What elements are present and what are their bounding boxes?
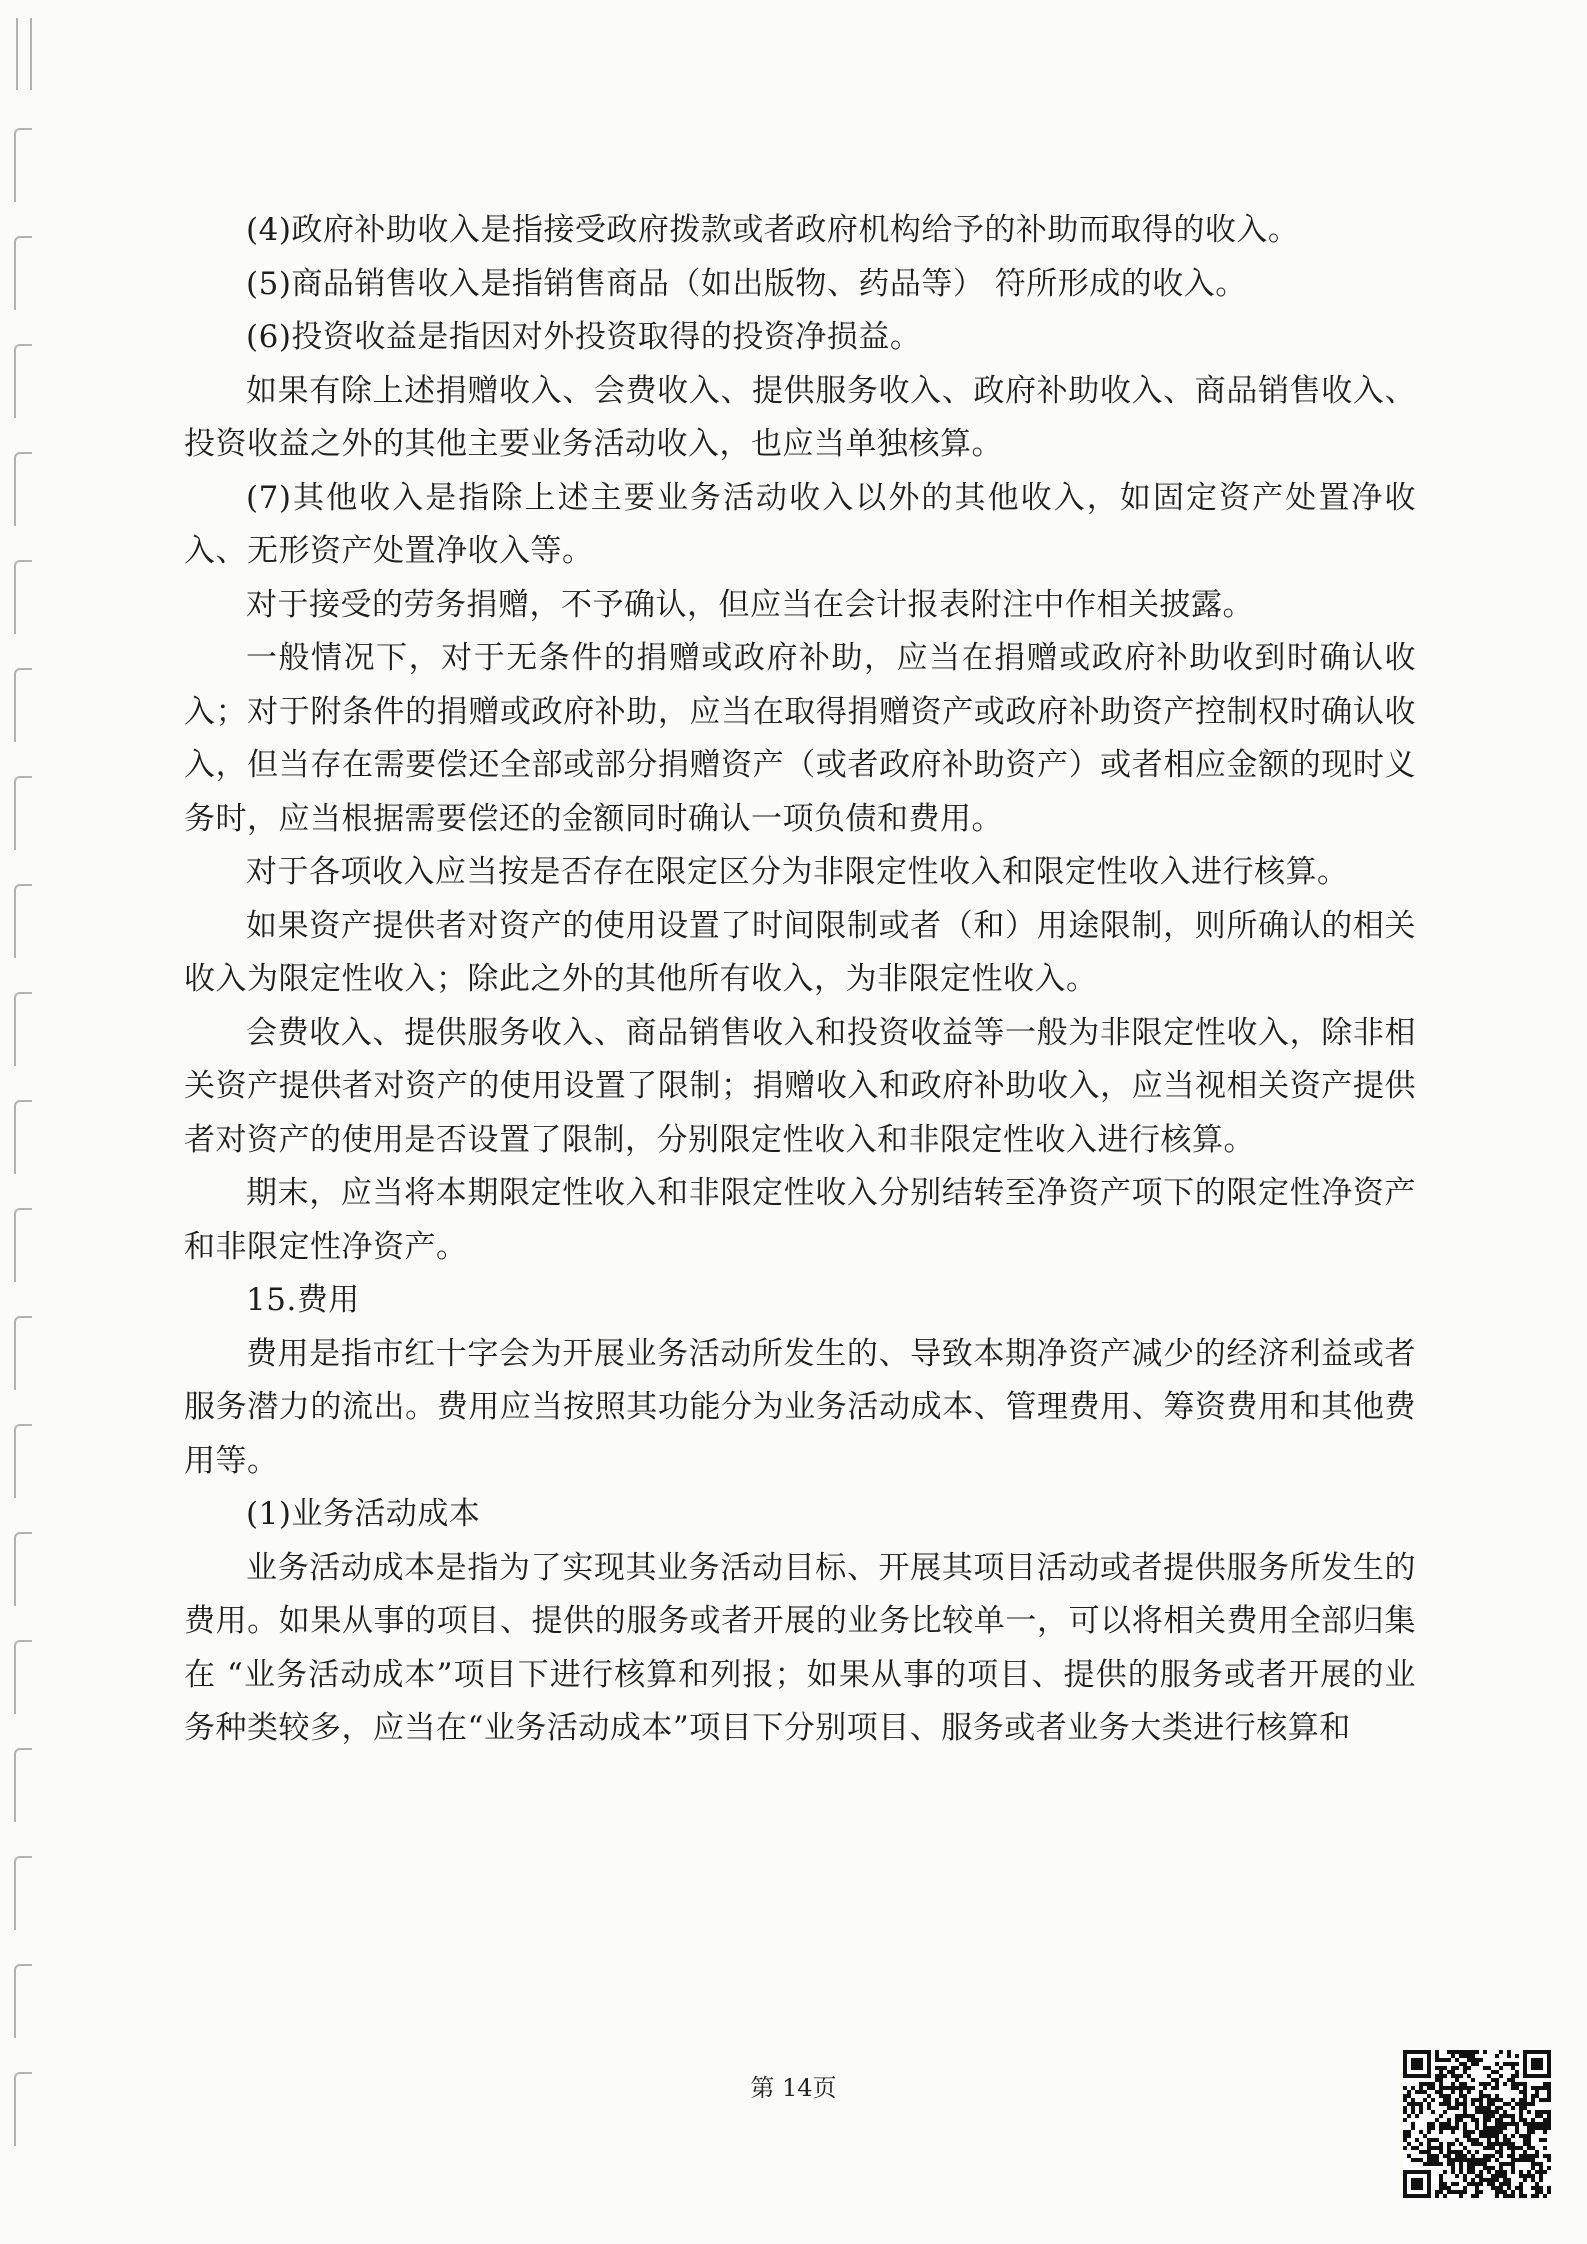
binding-mark: [14, 1208, 32, 1282]
binding-mark: [14, 344, 32, 418]
qr-code: [1403, 2050, 1551, 2198]
binding-mark: [14, 992, 32, 1066]
section-heading-expenses: 15.费用: [246, 1282, 360, 1318]
binding-holes: [0, 0, 60, 2244]
binding-mark: [14, 452, 32, 526]
binding-mark: [14, 1964, 32, 2038]
binding-mark: [14, 1748, 32, 1822]
binding-mark: [14, 1316, 32, 1390]
paragraph-other-income: (7)其他收入是指除上述主要业务活动收入以外的其他收入，如固定资产处置净收入、无形资产处置净收入等。: [184, 479, 1416, 569]
page-number: 第 14页: [750, 2074, 837, 2102]
paragraph-government-subsidy: (4)政府补助收入是指接受政府拨款或者政府机构给予的补助而取得的收入。: [246, 212, 1300, 248]
binding-mark: [14, 884, 32, 958]
paragraph-expense-definition: 费用是指市红十字会为开展业务活动所发生的、导致本期净资产减少的经济利益或者服务潜力的流出。费用应当按照其功能分为业务活动成本、管理费用、筹资费用和其他费用等。: [184, 1335, 1416, 1479]
binding-mark: [16, 18, 32, 90]
document-body: [184, 204, 1416, 1756]
paragraph-sales-income: (5)商品销售收入是指销售商品（如出版物、药品等） 符所形成的收入。: [246, 265, 1247, 302]
paragraph-restricted-classification: 对于各项收入应当按是否存在限定区分为非限定性收入和限定性收入进行核算。: [246, 854, 1349, 890]
binding-mark: [14, 1424, 32, 1498]
paragraph-restriction-definition: 如果资产提供者对资产的使用设置了时间限制或者（和）用途限制，则所确认的相关收入为限定性收入；除此之外的其他所有收入，为非限定性收入。: [184, 907, 1416, 997]
binding-mark: [14, 560, 32, 634]
binding-mark: [14, 668, 32, 742]
paragraph-unrestricted-income: 会费收入、提供服务收入、商品销售收入和投资收益等一般为非限定性收入，除非相关资产提供者对资产的使用设置了限制；捐赠收入和政府补助收入，应当视相关资产提供者对资产的使用是否设置了限制，分别限定性收入和非限定性收入进行核算。: [184, 1014, 1416, 1158]
binding-mark: [14, 1856, 32, 1930]
binding-mark: [14, 236, 32, 310]
binding-mark: [14, 1100, 32, 1174]
binding-mark: [14, 776, 32, 850]
paragraph-period-end: 期末，应当将本期限定性收入和非限定性收入分别结转至净资产项下的限定性净资产和非限定性净资产。: [184, 1175, 1416, 1265]
paragraph-labor-donation: 对于接受的劳务捐赠，不予确认，但应当在会计报表附注中作相关披露。: [246, 586, 1254, 623]
paragraph-other-main-income: 如果有除上述捐赠收入、会费收入、提供服务收入、政府补助收入、商品销售收入、投资收益之外的其他主要业务活动收入，也应当单独核算。: [184, 372, 1416, 462]
binding-mark: [14, 1532, 32, 1606]
paragraph-recognition: 一般情况下，对于无条件的捐赠或政府补助，应当在捐赠或政府补助收到时确认收入；对于附条件的捐赠或政府补助，应当在取得捐赠资产或政府补助资产控制权时确认收入，但当存在需要偿还全部或部分捐赠资产（或者政府补助资产）或者相应金额的现时义务时，应当根据需要偿还的金额同时确认一项负债和费用。: [184, 640, 1416, 837]
paragraph-business-cost: 业务活动成本是指为了实现其业务活动目标、开展其项目活动或者提供服务所发生的费用。如果从事的项目、提供的服务或者开展的业务比较单一，可以将相关费用全部归集在 “业务活动成本”项目下进行核算和列报；如果从事的项目、提供的服务或者开展的业务种类较多，应当在“业务活动成本”项目下分别项目、服务或者业务大类进行核算和: [184, 1549, 1416, 1746]
binding-mark: [14, 128, 32, 202]
binding-mark: [14, 1640, 32, 1714]
subheading-business-cost: (1)业务活动成本: [246, 1496, 481, 1532]
paragraph-investment-income: (6)投资收益是指因对外投资取得的投资净损益。: [246, 319, 922, 355]
